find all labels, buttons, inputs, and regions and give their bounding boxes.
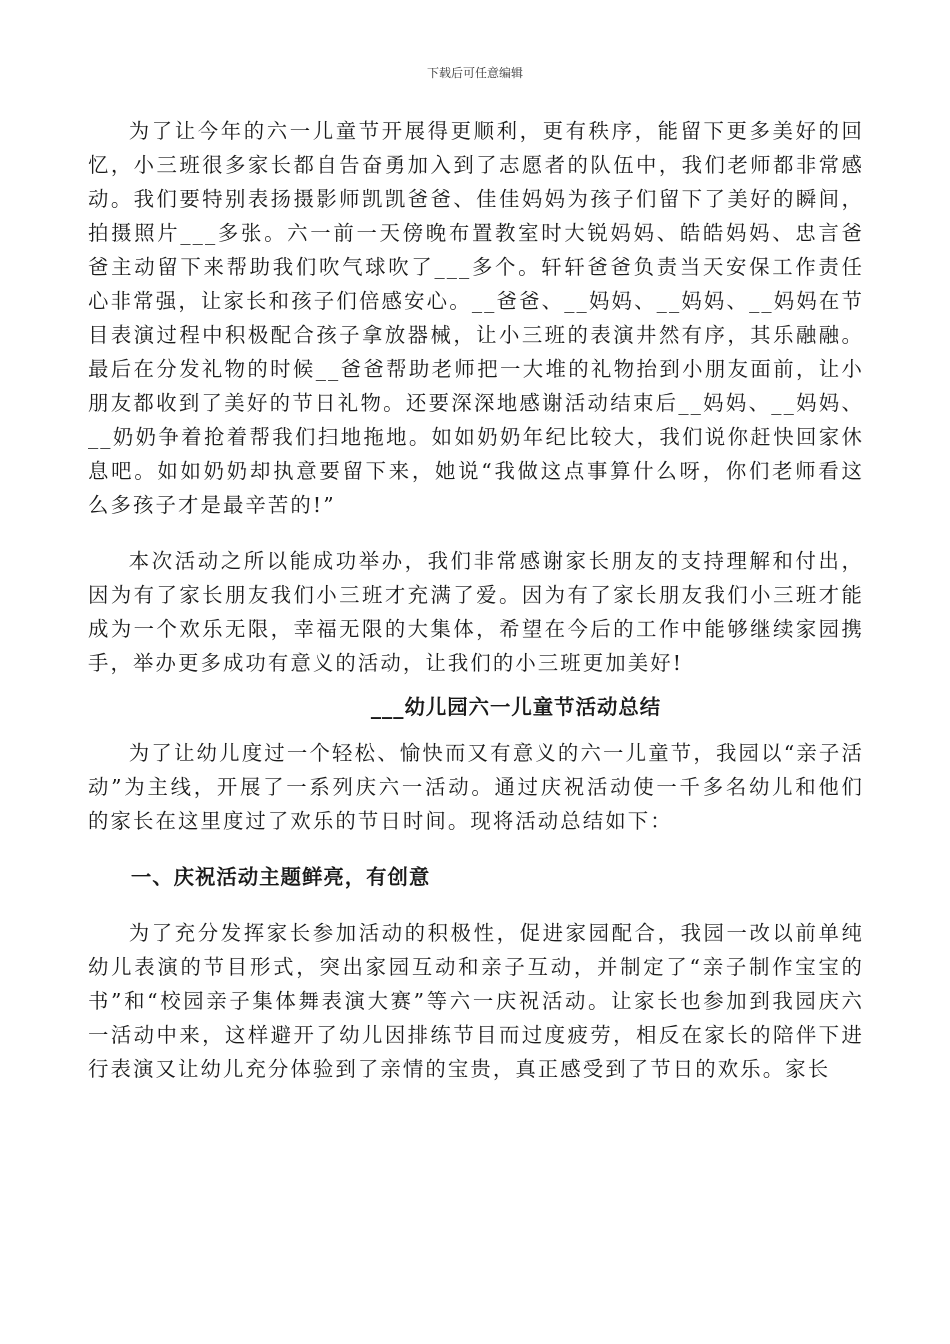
page-header: 下载后可任意编辑 (426, 66, 523, 80)
paragraph-closing-thanks: 本次活动之所以能成功举办，我们非常感谢家长朋友的支持理解和付出，因为有了家长朋友我们小三班才充满了爱。因为有了家长朋友我们小三班才能成为一个欢乐无限，幸福无限的大集体，希望在今后的工作中能够继续家园携手，举办更多成功有意义的活动，让我们的小三班更加美好! (88, 549, 864, 675)
paragraph-volunteer-thanks: 为了让今年的六一儿童节开展得更顺利，更有秩序，能留下更多美好的回忆，小三班很多家长都自告奋勇加入到了志愿者的队伍中，我们老师都非常感动。我们要特别表扬摄影师凯凯爸爸、佳佳妈妈为孩子们留下了美好的瞬间，拍摄照片___多张。六一前一天傍晚布置教室时大锐妈妈、皓皓妈妈、忠言爸爸主动留下来帮助我们吹气球吹了___多个。轩轩爸爸负责当天安保工作责任心非常强，让家长和孩子们倍感安心。__爸爸、__妈妈、__妈妈、__妈妈在节目表演过程中积极配合孩子拿放器械，让小三班的表演井然有序，其乐融融。最后在分发礼物的时候__爸爸帮助老师把一大堆的礼物抬到小朋友面前，让小朋友都收到了美好的节日礼物。还要深深地感谢活动结束后__妈妈、__妈妈、__奶奶争着抢着帮我们扫地拖地。如如奶奶年纪比较大，我们说你赶快回家休息吧。如如奶奶却执意要留下来，她说“我做这点事算什么呀，你们老师看这么多孩子才是最辛苦的!” (88, 119, 864, 517)
paragraph-introduction: 为了让幼儿度过一个轻松、愉快而又有意义的六一儿童节，我园以“亲子活动”为主线，开展了一系列庆六一活动。通过庆祝活动使一千多名幼儿和他们的家长在这里度过了欢乐的节日时间。现将活动总结如下： (88, 741, 864, 833)
paragraph-section-1: 为了充分发挥家长参加活动的积极性，促进家园配合，我园一改以前单纯幼儿表演的节目形式，突出家园互动和亲子互动，并制定了“亲子制作宝宝的书”和“校园亲子集体舞表演大赛”等六一庆祝活动。让家长也参加到我园庆六一活动中来，这样避开了幼儿因排练节目而过度疲劳，相反在家长的陪伴下进行表演又让幼儿充分体验到了亲情的宝贵，真正感受到了节日的欢乐。家长 (88, 921, 864, 1081)
document-title: ___幼儿园六一儿童节活动总结 (370, 695, 662, 719)
section-heading-1: 一、庆祝活动主题鲜亮，有创意 (130, 865, 431, 889)
document-body (88, 114, 864, 1086)
